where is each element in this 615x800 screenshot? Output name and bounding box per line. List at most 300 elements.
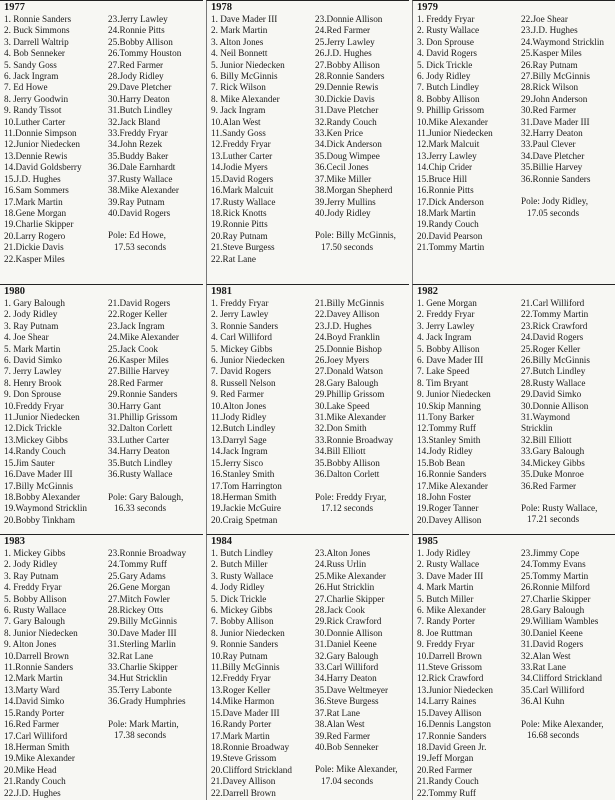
- finish-row: 39.Jerry Mullins: [315, 196, 376, 207]
- finish-list-right: [315, 548, 409, 799]
- finish-row: 28.Jody Ridley: [108, 71, 164, 82]
- finish-row: 35.Billie Harvey: [521, 162, 583, 173]
- finish-row: 30.Red Farmer: [521, 105, 577, 116]
- finish-row: 32.Bill Elliott: [521, 434, 572, 445]
- finish-row: 27.Donald Watson: [315, 366, 383, 377]
- finish-row: 2. Butch Miller: [211, 559, 268, 570]
- finish-row: 1. Gene Morgan: [417, 298, 477, 308]
- finish-row: 12.Dick Trickle: [4, 423, 62, 434]
- race-year: 1978: [211, 2, 232, 13]
- finish-row: 11.Steve Grissom: [417, 662, 482, 673]
- finish-row: 19.Ronnie Pitts: [211, 219, 268, 230]
- race-block-1977: [0, 0, 203, 284]
- finish-row: 9. Red Farmer: [211, 389, 264, 400]
- finish-row: 7. David Rogers: [211, 366, 271, 377]
- finish-row: 15.Bruce Hill: [417, 173, 468, 184]
- finish-row: 30.Daniel Keene: [521, 627, 583, 638]
- finish-row: 16.Dennis Langston: [417, 719, 492, 730]
- finish-row: 26.Ray Putnam: [521, 59, 578, 70]
- finish-row: 5. Bobby Allison: [417, 343, 480, 354]
- finish-row: 36.Steve Burgess: [315, 696, 379, 707]
- finish-row: 13.Junior Niedecken: [417, 684, 494, 695]
- pole-time: 16.68 seconds: [527, 730, 580, 741]
- finish-row: 6. Jack Ingram: [4, 71, 59, 82]
- finish-row: 6. Mickey Gibbs: [211, 605, 273, 616]
- finish-row: 31.Dave Mader III: [521, 116, 590, 127]
- finish-row: 12.Mark Martin: [4, 673, 63, 684]
- finish-list-right: [521, 14, 615, 254]
- finish-row: 3. Alton Jones: [211, 36, 264, 47]
- finish-row: 24.Waymond Stricklin: [521, 36, 604, 47]
- finish-row: 28.Gary Balough: [315, 377, 379, 388]
- race-year: 1985: [417, 536, 438, 547]
- pole-info: [108, 492, 203, 515]
- finish-row: 11.Billy McGinnis: [211, 662, 280, 673]
- finish-row: 22.Darrell Brown: [211, 787, 276, 798]
- finish-row: 25.Roger Keller: [521, 343, 581, 354]
- finish-row: 19.Jackie McGuire: [211, 503, 281, 514]
- finish-row: 32.Gary Balough: [315, 650, 379, 661]
- finish-row: 18.Mark Martin: [417, 207, 476, 218]
- finish-row: 35.Carl Williford: [521, 684, 585, 695]
- finish-row: 20.Larry Rogero: [4, 230, 66, 241]
- race-block-1978: [206, 0, 409, 284]
- finish-row: 6. Dave Mader III: [417, 355, 484, 366]
- finish-row: 35.Terry Labonte: [108, 684, 172, 695]
- finish-row: 7. Butch Lindley: [417, 82, 480, 93]
- finish-row: 14.Jack Ingram: [211, 446, 268, 457]
- finish-row: 3. Rusty Wallace: [211, 570, 274, 581]
- finish-row: 31.Butch Lindley: [108, 105, 173, 116]
- finish-row: 36.Ronnie Sanders: [521, 173, 591, 184]
- finish-row: 7. Rick Wilson: [211, 82, 266, 93]
- finish-row: 30.Dave Mader III: [108, 627, 177, 638]
- finish-row: 26.Gene Morgan: [108, 582, 171, 593]
- finish-row: 10.Mike Alexander: [417, 116, 488, 127]
- finish-columns: [4, 14, 201, 265]
- finish-row: 25.Kasper Miles: [521, 48, 582, 59]
- finish-row: 19.Steve Grissom: [211, 753, 277, 764]
- finish-row: 28.Gary Balough: [521, 605, 585, 616]
- finish-row: 30.Donnie Allison: [521, 400, 589, 411]
- finish-row: 24.Tommy Ruff: [108, 559, 167, 570]
- finish-row: 13.Jerry Lawley: [417, 150, 477, 161]
- pole-winner: Pole: Gary Balough,: [108, 491, 184, 502]
- finish-row: 1. Jody Ridley: [417, 548, 471, 558]
- finish-row: 14.David Simko: [4, 696, 65, 707]
- finish-row: 2. Jerry Lawley: [211, 309, 269, 320]
- finish-row: 3. Darrell Waltrip: [4, 36, 69, 47]
- finish-row: 16.Ronnie Sanders: [417, 469, 487, 480]
- finish-row: 35.Buddy Baker: [108, 150, 169, 161]
- finish-row: 21.Billy McGinnis: [315, 298, 384, 308]
- finish-row: Stricklin: [521, 423, 553, 434]
- finish-row: 27.Charlie Skipper: [315, 593, 385, 604]
- pole-time: 17.05 seconds: [527, 207, 580, 218]
- finish-row: 13.Luther Carter: [211, 150, 273, 161]
- pole-winner: Pole: Mark Martin,: [108, 718, 179, 729]
- finish-row: 5. Butch Miller: [417, 593, 474, 604]
- finish-row: 39.Ray Putnam: [108, 196, 165, 207]
- finish-row: 26.Ronnie Milford: [521, 582, 590, 593]
- finish-row: 20.Red Farmer: [417, 764, 473, 775]
- finish-row: 13.Mickey Gibbs: [4, 434, 68, 445]
- finish-row: 18.Herman Smith: [4, 741, 70, 752]
- finish-row: 11.Sandy Goss: [211, 128, 266, 139]
- finish-columns: [211, 548, 407, 799]
- finish-row: 36.Red Farmer: [521, 480, 577, 491]
- finish-row: 2. Freddy Fryar: [417, 309, 475, 320]
- finish-row: 13.Stanley Smith: [417, 434, 481, 445]
- finish-row: 8. Mike Alexander: [211, 93, 280, 104]
- finish-row: 25.Tommy Martin: [521, 570, 589, 581]
- finish-row: 30.Donnie Allison: [315, 627, 383, 638]
- finish-row: 34.John Rezek: [108, 139, 163, 150]
- finish-row: 1. Gary Balough: [4, 298, 65, 308]
- finish-row: 29.William Wambles: [521, 616, 599, 627]
- finish-columns: [417, 548, 613, 799]
- pole-time: 17.12 seconds: [321, 502, 374, 513]
- finish-row: 27.Billy McGinnis: [521, 71, 590, 82]
- finish-row: 35.Bobby Allison: [315, 457, 380, 468]
- finish-row: 32.Randy Couch: [315, 116, 377, 127]
- finish-row: 14.Jody Ridley: [417, 446, 473, 457]
- finish-row: 18.Bobby Alexander: [4, 491, 81, 502]
- finish-row: 30.Lake Speed: [315, 400, 370, 411]
- finish-row: 2. Jody Ridley: [4, 559, 58, 570]
- finish-row: 3. Don Sprouse: [417, 36, 474, 47]
- finish-row: 14.Larry Raines: [417, 696, 477, 707]
- finish-row: 1. Freddy Fryar: [417, 14, 475, 24]
- finish-row: 24.Boyd Franklin: [315, 332, 380, 343]
- finish-row: 30.Harry Gant: [108, 400, 162, 411]
- finish-row: 1. Dave Mader III: [211, 14, 278, 24]
- pole-info: [315, 492, 409, 515]
- finish-row: 6. Junior Niedecken: [211, 355, 285, 366]
- finish-row: 33.Ronnie Broadway: [315, 434, 394, 445]
- finish-row: 28.Jack Cook: [315, 605, 366, 616]
- finish-row: 8. Junior Niedecken: [4, 627, 78, 638]
- finish-row: 4. David Rogers: [417, 48, 477, 59]
- pole-info: [108, 719, 203, 742]
- finish-row: 29.David Simko: [521, 389, 582, 400]
- pole-winner: Pole: Jody Ridley,: [521, 196, 589, 207]
- finish-row: 5. Dick Trickle: [211, 593, 267, 604]
- finish-row: 29.John Anderson: [521, 93, 588, 104]
- finish-row: 8. Bobby Allison: [417, 93, 480, 104]
- finish-row: 3. Dave Mader III: [417, 570, 484, 581]
- finish-row: 26.Billy McGinnis: [521, 355, 590, 366]
- finish-row: 32.Harry Deaton: [521, 128, 583, 139]
- finish-row: 11.Ronnie Sanders: [4, 662, 74, 673]
- finish-row: 9. Jack Ingram: [211, 105, 266, 116]
- finish-row: 20.Mike Head: [4, 764, 57, 775]
- finish-row: 33.Luther Carter: [108, 434, 170, 445]
- finish-row: 38.Mike Alexander: [108, 185, 179, 196]
- race-year: 1982: [417, 286, 438, 297]
- finish-row: 40.Jody Ridley: [315, 207, 371, 218]
- race-block-1981: [206, 284, 409, 534]
- finish-row: 16.Stanley Smith: [211, 469, 275, 480]
- finish-row: 17.Mark Martin: [4, 196, 63, 207]
- finish-row: 17.Mark Martin: [211, 730, 270, 741]
- finish-row: 1. Butch Lindley: [211, 548, 274, 558]
- finish-row: 16.Red Farmer: [4, 719, 60, 730]
- finish-row: 36.Cecil Jones: [315, 162, 369, 173]
- finish-row: 25.Jerry Lawley: [315, 36, 375, 47]
- finish-row: 18.John Foster: [417, 491, 472, 502]
- race-block-1983: [0, 534, 203, 800]
- finish-row: 34.Clifford Strickland: [521, 673, 602, 684]
- finish-row: 29.Dennie Rewis: [315, 82, 379, 93]
- finish-row: 18.Gene Morgan: [4, 207, 67, 218]
- finish-row: 32.Jack Bland: [108, 116, 161, 127]
- finish-row: 3. Ray Putnam: [4, 570, 59, 581]
- finish-row: 23.Donnie Allison: [315, 14, 383, 24]
- finish-row: 5. Junior Niedecken: [211, 59, 285, 70]
- finish-row: 18.David Green Jr.: [417, 741, 487, 752]
- finish-row: 15.Jim Sauter: [4, 457, 55, 468]
- finish-row: 12.Butch Lindley: [211, 423, 276, 434]
- finish-row: 16.Sam Sommers: [4, 185, 69, 196]
- finish-row: 24.Russ Urlin: [315, 559, 367, 570]
- finish-list-left: [4, 548, 108, 799]
- finish-row: 22.Rat Lane: [211, 253, 256, 264]
- finish-row: 35.Duke Monroe: [521, 469, 584, 480]
- finish-row: 39.Red Farmer: [315, 730, 371, 741]
- finish-row: 24.David Rogers: [521, 332, 584, 343]
- finish-row: 22.Joe Shear: [521, 14, 568, 24]
- finish-row: 2. Buck Simmons: [4, 25, 70, 36]
- race-block-1985: [412, 534, 615, 800]
- finish-row: 19.Randy Couch: [417, 219, 479, 230]
- finish-row: 8. Henry Brook: [4, 377, 62, 388]
- finish-row: 9. Junior Niedecken: [417, 389, 491, 400]
- finish-row: 7. Gary Balough: [4, 616, 65, 627]
- finish-row: 31.Waymond: [521, 412, 571, 423]
- finish-row: 10.Ray Putnam: [211, 650, 268, 661]
- finish-row: 11.Tony Barker: [417, 412, 475, 423]
- finish-row: 27.Billie Harvey: [108, 366, 170, 377]
- finish-row: 28.Rick Wilson: [521, 82, 579, 93]
- finish-row: 22.Roger Keller: [108, 309, 168, 320]
- finish-row: 16.Randy Porter: [211, 719, 272, 730]
- finish-row: 27.Charlie Skipper: [521, 593, 591, 604]
- pole-time: 17.21 seconds: [527, 514, 580, 525]
- finish-row: 34.Hut Stricklin: [108, 673, 168, 684]
- finish-row: 11.Donnie Simpson: [4, 128, 77, 139]
- finish-row: 7. Lake Speed: [417, 366, 470, 377]
- finish-row: 22.J.D. Hughes: [4, 787, 61, 798]
- finish-row: 33.Freddy Fryar: [108, 128, 168, 139]
- finish-row: 24.Mike Alexander: [108, 332, 179, 343]
- finish-row: 4. Mark Martin: [417, 582, 474, 593]
- finish-row: 2. Mark Martin: [211, 25, 268, 36]
- finish-row: 19.Waymond Stricklin: [4, 503, 87, 514]
- pole-winner: Pole: Billy McGinnis,: [315, 230, 396, 241]
- finish-row: 16.Dave Mader III: [4, 469, 73, 480]
- finish-row: 21.Randy Couch: [4, 776, 66, 787]
- finish-row: 8. Russell Nelson: [211, 377, 276, 388]
- finish-row: 8. Junior Niedecken: [211, 627, 285, 638]
- finish-row: 22.Tommy Ruff: [417, 787, 476, 798]
- finish-row: 6. Rusty Wallace: [4, 605, 67, 616]
- finish-row: 12.Freddy Fryar: [211, 673, 271, 684]
- finish-row: 21.Steve Burgess: [211, 242, 275, 253]
- finish-list-right: [108, 298, 203, 526]
- finish-row: 20.Ray Putnam: [211, 230, 268, 241]
- finish-row: 31.David Rogers: [521, 639, 584, 650]
- finish-row: 7. Bobby Allison: [211, 616, 274, 627]
- finish-row: 34.Dick Anderson: [315, 139, 382, 150]
- finish-row: 23.Jack Ingram: [108, 320, 165, 331]
- pole-info: [315, 230, 409, 253]
- finish-row: 21.David Rogers: [108, 298, 171, 308]
- finish-row: 4. Neil Bonnett: [211, 48, 268, 59]
- pole-info: [521, 503, 615, 526]
- finish-row: 4. Joe Shear: [4, 332, 49, 343]
- race-block-1979: [412, 0, 615, 284]
- finish-row: 16.Ronnie Pitts: [417, 185, 474, 196]
- finish-row: 10.Alton Jones: [211, 400, 267, 411]
- finish-row: 12.Tommy Ruff: [417, 423, 476, 434]
- finish-row: 28.Ronnie Sanders: [315, 71, 385, 82]
- finish-row: 20.Davey Allison: [417, 514, 482, 525]
- finish-row: 26.Tommy Houston: [108, 48, 182, 59]
- pole-time: 17.50 seconds: [321, 241, 374, 252]
- finish-row: 15.David Rogers: [211, 173, 274, 184]
- finish-row: 29.Ronnie Sanders: [108, 389, 178, 400]
- finish-row: 17.Dick Anderson: [417, 196, 484, 207]
- finish-row: 32.Rat Lane: [108, 650, 153, 661]
- finish-row: 26.J.D. Hughes: [315, 48, 372, 59]
- finish-list-right: [108, 14, 203, 265]
- finish-list-left: [211, 298, 315, 526]
- pole-winner: Pole: Mike Alexander,: [521, 718, 604, 729]
- finish-row: 40.Bob Senneker: [315, 741, 379, 752]
- race-block-1980: [0, 284, 203, 534]
- finish-row: 36.Dale Earnhardt: [108, 162, 176, 173]
- finish-row: 10.Freddy Fryar: [4, 400, 64, 411]
- pole-winner: Pole: Ed Howe,: [108, 230, 166, 241]
- finish-row: 2. Rusty Wallace: [417, 559, 480, 570]
- finish-row: 12.Freddy Fryar: [211, 139, 271, 150]
- finish-row: 17.Ronnie Sanders: [417, 730, 487, 741]
- finish-row: 38.Morgan Shepherd: [315, 185, 393, 196]
- finish-columns: [211, 298, 407, 526]
- finish-row: 24.Ronnie Pitts: [108, 25, 165, 36]
- pole-info: [521, 719, 615, 742]
- finish-row: 19.Roger Tanner: [417, 503, 479, 514]
- finish-row: 28.Rusty Wallace: [521, 377, 586, 388]
- finish-row: 12.Junior Niedecken: [4, 139, 81, 150]
- race-year: 1977: [4, 2, 25, 13]
- finish-row: 19.Mike Alexander: [4, 753, 75, 764]
- finish-row: 22.Kasper Miles: [4, 253, 65, 264]
- finish-row: 14.Mike Harmon: [211, 696, 275, 707]
- finish-row: 37.Rusty Wallace: [108, 173, 173, 184]
- finish-row: 25.Jack Cook: [108, 343, 159, 354]
- finish-row: 7. Randy Porter: [417, 616, 475, 627]
- finish-row: 2. Jody Ridley: [4, 309, 58, 320]
- finish-columns: [417, 14, 613, 254]
- finish-row: 27.Mitch Fowler: [108, 593, 170, 604]
- finish-row: 24.Tommy Evans: [521, 559, 586, 570]
- finish-row: 4. Freddy Fryar: [4, 582, 62, 593]
- finish-row: 28.Red Farmer: [108, 377, 164, 388]
- finish-row: 29.Dave Pletcher: [108, 82, 172, 93]
- pole-winner: Pole: Freddy Fryar,: [315, 491, 387, 502]
- finish-row: 1. Mickey Gibbs: [4, 548, 66, 558]
- finish-row: 26.Joey Myers: [315, 355, 370, 366]
- pole-info: [108, 230, 203, 253]
- finish-row: 31.Sterling Marlin: [108, 639, 176, 650]
- finish-row: 33.Ken Price: [315, 128, 363, 139]
- finish-row: 25.Donnie Bishop: [315, 343, 382, 354]
- finish-row: 34.Bill Elliott: [315, 446, 366, 457]
- finish-columns: [417, 298, 613, 526]
- finish-list-left: [4, 14, 108, 265]
- finish-row: 27.Red Farmer: [108, 59, 164, 70]
- finish-row: 1. Freddy Fryar: [211, 298, 269, 308]
- finish-row: 9. Alton Jones: [4, 639, 57, 650]
- finish-row: 33.Paul Clever: [521, 139, 576, 150]
- pole-time: 17.38 seconds: [114, 730, 167, 741]
- pole-time: 16.33 seconds: [114, 502, 167, 513]
- finish-list-left: [211, 14, 315, 265]
- finish-row: 5. Dick Trickle: [417, 59, 473, 70]
- finish-row: 15.Dave Mader III: [211, 707, 280, 718]
- finish-row: 36.Rusty Wallace: [108, 469, 173, 480]
- finish-list-right: [315, 14, 409, 265]
- finish-row: 14.David Goldsberry: [4, 162, 82, 173]
- finish-row: 32.Don Smith: [315, 423, 367, 434]
- finish-row: 22.Tommy Martin: [521, 309, 589, 320]
- finish-row: 11.Junior Niedecken: [417, 128, 493, 139]
- pole-time: 17.04 seconds: [321, 775, 374, 786]
- finish-row: 6. Jody Ridley: [417, 71, 471, 82]
- finish-row: 23.Rick Crawford: [521, 320, 588, 331]
- finish-row: 28.Rickey Otts: [108, 605, 164, 616]
- finish-list-left: [211, 548, 315, 799]
- finish-columns: [4, 298, 201, 526]
- finish-row: 17.Rusty Wallace: [211, 196, 276, 207]
- finish-row: 23.Jimmy Cope: [521, 548, 580, 558]
- pole-winner: Pole: Mike Alexander,: [315, 764, 398, 775]
- race-year: 1981: [211, 286, 232, 297]
- finish-row: 29.Rick Crawford: [315, 616, 382, 627]
- finish-row: 10.Skip Manning: [417, 400, 481, 411]
- finish-list-left: [4, 298, 108, 526]
- finish-row: 25.Mike Alexander: [315, 570, 386, 581]
- finish-row: 7. Jerry Lawley: [4, 366, 62, 377]
- finish-row: 17.Billy McGinnis: [4, 480, 73, 491]
- finish-row: 24.Red Farmer: [315, 25, 371, 36]
- finish-row: 37.Mike Miller: [315, 173, 372, 184]
- finish-row: 32.Alan West: [521, 650, 571, 661]
- finish-row: 33.Gary Balough: [521, 446, 585, 457]
- finish-row: 35.Dave Weltmeyer: [315, 684, 389, 695]
- finish-row: 4. Carl Williford: [211, 332, 272, 343]
- finish-list-left: [417, 14, 521, 254]
- finish-row: 12.Rick Crawford: [417, 673, 484, 684]
- finish-row: 14.Chip Crider: [417, 162, 473, 173]
- finish-list-left: [417, 548, 521, 799]
- finish-row: 5. Sandy Goss: [4, 59, 57, 70]
- finish-row: 30.Harry Deaton: [108, 93, 170, 104]
- race-year: 1983: [4, 536, 25, 547]
- finish-row: 36.Al Kuhn: [521, 696, 565, 707]
